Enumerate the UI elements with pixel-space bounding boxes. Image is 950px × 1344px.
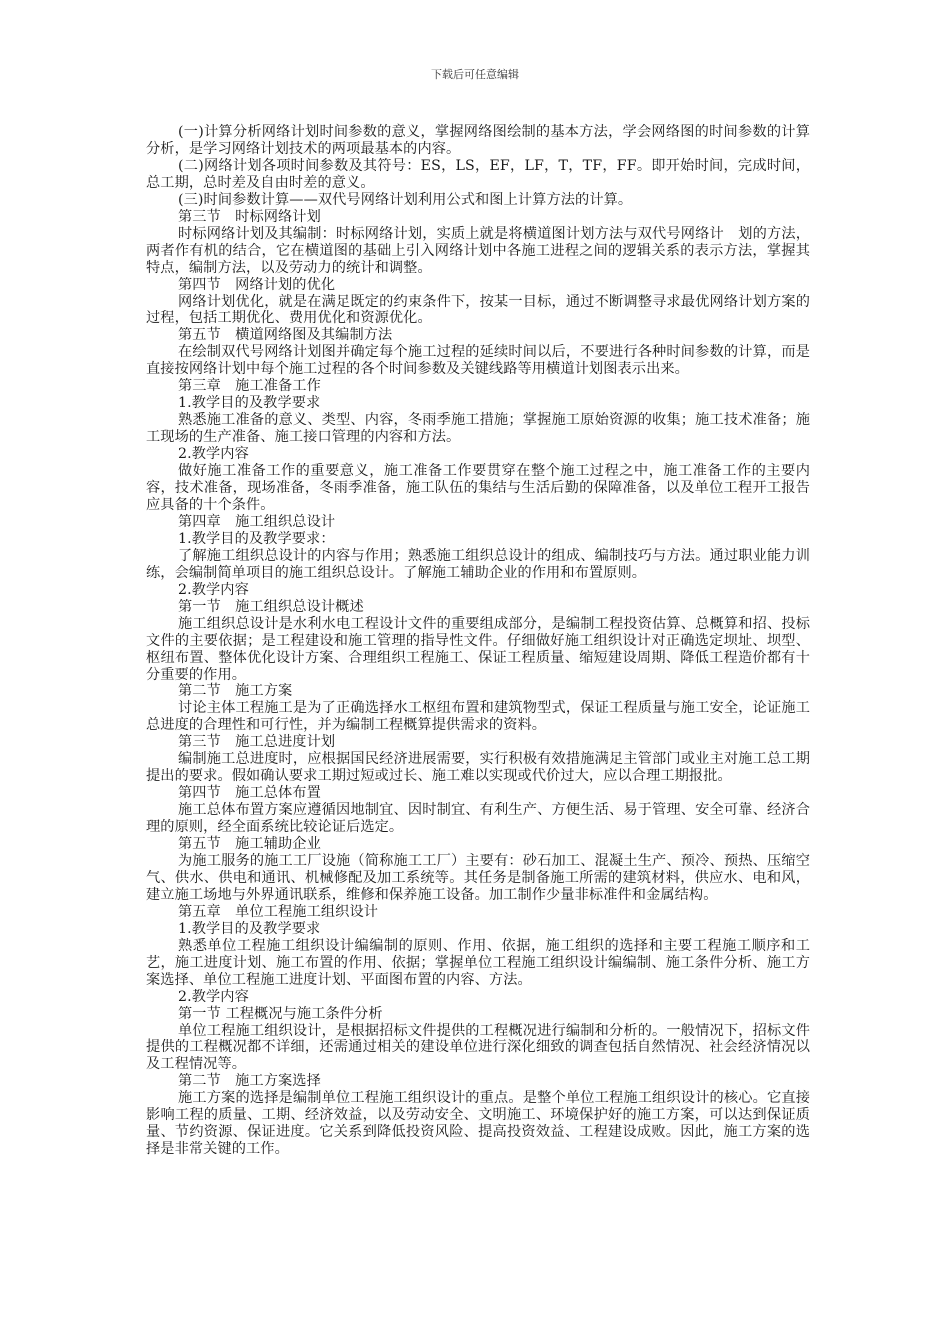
section-heading: 第四节 网络计划的优化 [178,276,336,293]
chapter-heading: 第五章 单位工程施工组织设计 [178,903,379,920]
paragraph: 时标网络计划及其编制：时标网络计划，实质上就是将横道图计划方法与双代号网络计 划的方法，两者作有机的结合，它在横道图的基础上引入网络计划中各施工进程之间的逻辑关系的表示方法，掌握其特点，编制方法，以及劳动力的统计和调整。 [146,225,810,276]
subheading: 2.教学内容 [178,988,249,1005]
section-heading: 第二节 施工方案选择 [178,1073,321,1090]
subheading: 1.教学目的及教学要求 [178,395,321,412]
paragraph: 施工方案的选择是编制单位工程施工组织设计的重点。是整个单位工程施工组织设计的核心。它直接影响工程的质量、工期、经济效益，以及劳动安全、文明施工、环境保护好的施工方案，可以达到保证质量、节约资源、保证进度。它关系到降低投资风险、提高投资效益、工程建设成败。因此，施工方案的选择是非常关键的工作。 [146,1090,810,1158]
section-heading: 第四节 施工总体布置 [178,785,321,802]
section-heading: 第五节 横道网络图及其编制方法 [178,327,393,344]
section-heading: 第二节 施工方案 [178,683,293,700]
paragraph: 单位工程施工组织设计，是根据招标文件提供的工程概况进行编制和分析的。一般情况下，招标文件提供的工程概况都不详细，还需通过相关的建设单位进行深化细致的调查包括自然情况、社会经济情况以及工程情况等。 [146,1022,810,1073]
section-heading: 第一节 工程概况与施工条件分析 [178,1005,383,1022]
section-heading: 第三节 时标网络计划 [178,208,321,225]
subheading: 2.教学内容 [178,581,249,598]
paragraph: 网络计划优化，就是在满足既定的约束条件下，按某一目标，通过不断调整寻求最优网络计划方案的过程，包括工期优化、费用优化和资源优化。 [146,293,810,327]
paragraph: 施工组织总设计是水利水电工程设计文件的重要组成部分，是编制工程投资估算、总概算和招、投标文件的主要依据；是工程建设和施工管理的指导性文件。仔细做好施工组织设计对正确选定坝址、坝型、枢纽布置、整体优化设计方案、合理组织工程施工、保证工程质量、缩短建设周期、降低工程造价都有十分重要的作用。 [146,615,810,683]
paragraph: 熟悉施工准备的意义、类型、内容，冬雨季施工措施；掌握施工原始资源的收集；施工技术准备；施工现场的生产准备、施工接口管理的内容和方法。 [146,412,810,446]
chapter-heading: 第三章 施工准备工作 [178,378,321,395]
paragraph: 在绘制双代号网络计划图并确定每个施工过程的延续时间以后，不要进行各种时间参数的计算，而是直接按网络计划中每个施工过程的各个时间参数及关键线路等用横道计划图表示出来。 [146,344,810,378]
paragraph: (一)计算分析网络计划时间参数的意义，掌握网络图绘制的基本方法，学会网络图的时间参数的计算分析，是学习网络计划技术的两项最基本的内容。 [146,124,810,157]
section-heading: 第三节 施工总进度计划 [178,734,336,751]
page-header: 下载后可任意编辑 [431,68,519,81]
paragraph: (三)时间参数计算——双代号网络计划利用公式和图上计算方法的计算。 [178,191,633,208]
paragraph: 讨论主体工程施工是为了正确选择水工枢纽布置和建筑物型式，保证工程质量与施工安全，论证施工总进度的合理性和可行性，并为编制工程概算提供需求的资料。 [146,700,810,734]
paragraph: 做好施工准备工作的重要意义，施工准备工作要贯穿在整个施工过程之中，施工准备工作的主要内容，技术准备，现场准备，冬雨季准备，施工队伍的集结与生活后勤的保障准备，以及单位工程开工报告应具备的十个条件。 [146,463,810,513]
document-body [146,124,810,1158]
paragraph: 熟悉单位工程施工组织设计编编制的原则、作用、依据，施工组织的选择和主要工程施工顺序和工艺，施工进度计划、施工布置的作用、依据；掌握单位工程施工组织设计编编制、施工条件分析、施工方案选择、单位工程施工进度计划、平面图布置的内容、方法。 [146,937,810,988]
paragraph: 编制施工总进度时，应根据国民经济进展需要，实行积极有效措施满足主管部门或业主对施工总工期提出的要求。假如确认要求工期过短或过长、施工难以实现或代价过大，应以合理工期报批。 [146,751,810,785]
chapter-heading: 第四章 施工组织总设计 [178,513,336,530]
subheading: 2.教学内容 [178,446,249,463]
section-heading: 第一节 施工组织总设计概述 [178,598,364,615]
subheading: 1.教学目的及教学要求 [178,920,321,937]
paragraph: 施工总体布置方案应遵循因地制宜、因时制宜、有利生产、方便生活、易于管理、安全可靠、经济合理的原则，经全面系统比较论证后选定。 [146,802,810,836]
subheading: 1.教学目的及教学要求： [178,530,335,547]
paragraph: 了解施工组织总设计的内容与作用；熟悉施工组织总设计的组成、编制技巧与方法。通过职业能力训练，会编制简单项目的施工组织总设计。了解施工辅助企业的作用和布置原则。 [146,547,810,581]
section-heading: 第五节 施工辅助企业 [178,836,321,853]
paragraph: 为施工服务的施工工厂设施（简称施工工厂）主要有：砂石加工、混凝土生产、预冷、预热、压缩空气、供水、供电和通讯、机械修配及加工系统等。其任务是制备施工所需的建筑材料，供应水、电和风，建立施工场地与外界通讯联系，维修和保养施工设备。加工制作少量非标准件和金属结构。 [146,852,810,903]
paragraph: (二)网络计划各项时间参数及其符号：ES，LS，EF，LF，T，TF，FF。即开始时间，完成时间，总工期，总时差及自由时差的意义。 [146,157,810,191]
